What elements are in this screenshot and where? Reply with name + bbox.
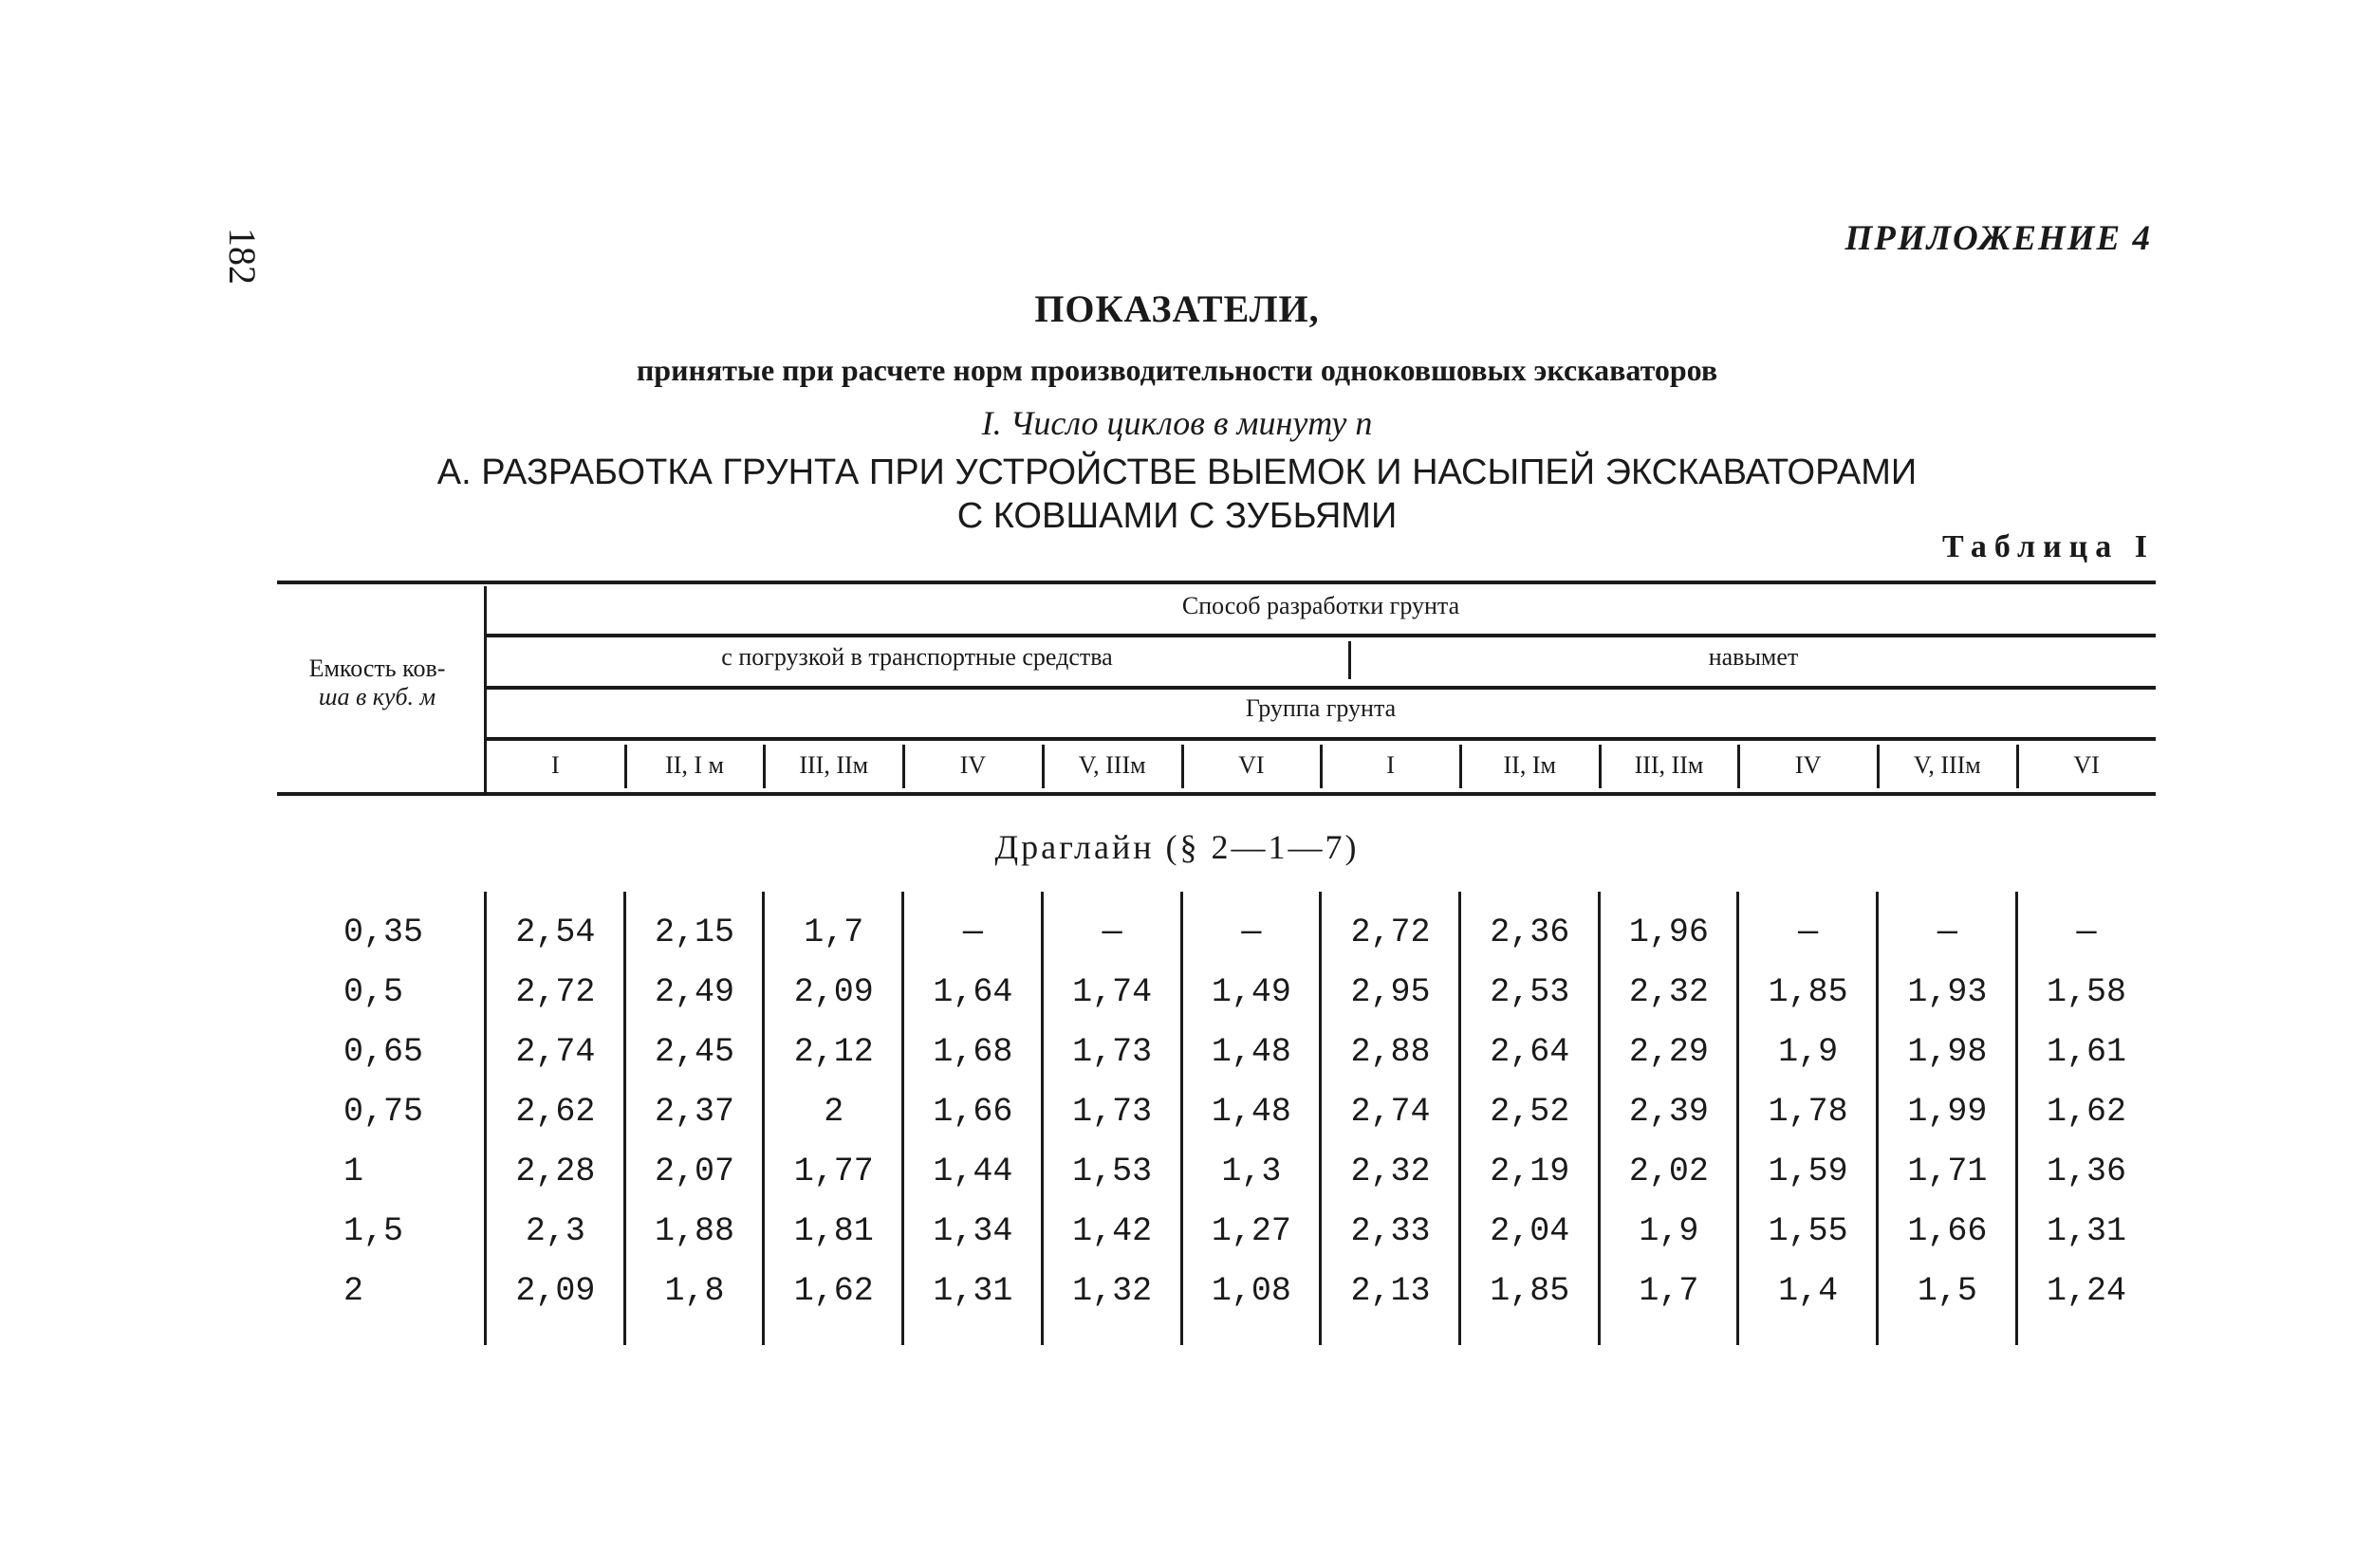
capacity-cell: 0,75: [343, 1093, 424, 1131]
value-cell: 2,37: [655, 1093, 735, 1131]
value-cell: 2,39: [1628, 1093, 1709, 1131]
value-cell: 2,15: [655, 913, 735, 951]
group-title: Драглайн (§ 2—1—7): [994, 828, 1360, 866]
value-cell: 1,64: [933, 973, 1013, 1011]
value-cell: 1,77: [793, 1153, 874, 1190]
value-cell: 1,48: [1211, 1033, 1291, 1071]
value-cell: 1,99: [1907, 1093, 1988, 1131]
value-cell: 1,34: [933, 1212, 1013, 1250]
value-cell: 1,71: [1907, 1153, 1988, 1190]
value-cell: 2,95: [1350, 973, 1431, 1011]
page-number: 182: [221, 228, 264, 285]
value-cell: 2,64: [1490, 1033, 1570, 1071]
value-cell: 1,9: [1778, 1033, 1839, 1071]
table-row: [0, 909, 2354, 956]
value-cell: 2,07: [655, 1153, 735, 1190]
table-row: [0, 1148, 2354, 1195]
value-cell: 2,62: [515, 1093, 596, 1131]
column-header-3: III, IIм: [799, 751, 869, 779]
column-header-4: IV: [959, 751, 987, 779]
value-cell: —: [1937, 913, 1957, 951]
value-cell: 2,09: [793, 973, 874, 1011]
value-cell: 2,36: [1490, 913, 1570, 951]
value-cell: 2,54: [515, 913, 596, 951]
value-cell: 1,32: [1072, 1272, 1153, 1310]
value-cell: 2,29: [1628, 1033, 1709, 1071]
capacity-cell: 2: [343, 1272, 364, 1310]
value-cell: 1,88: [655, 1212, 735, 1250]
value-cell: 2,04: [1490, 1212, 1570, 1250]
cast-header: навымет: [1708, 643, 1799, 671]
value-cell: 1,68: [933, 1033, 1013, 1071]
value-cell: 1,81: [793, 1212, 874, 1250]
subsection-heading: [0, 451, 2354, 538]
value-cell: 2,74: [1350, 1093, 1431, 1131]
value-cell: 1,93: [1907, 973, 1988, 1011]
column-header-7: I: [1386, 751, 1395, 779]
capacity-cell: 1: [343, 1153, 364, 1190]
value-cell: 2,32: [1628, 973, 1709, 1011]
value-cell: 1,7: [1639, 1272, 1699, 1310]
value-cell: 1,85: [1768, 973, 1848, 1011]
value-cell: 2,19: [1490, 1153, 1570, 1190]
value-cell: 1,31: [933, 1272, 1013, 1310]
value-cell: 1,27: [1211, 1212, 1291, 1250]
value-cell: 1,62: [793, 1272, 874, 1310]
value-cell: 2,49: [655, 973, 735, 1011]
value-cell: 2,53: [1490, 973, 1570, 1011]
capacity-header-line1: Емкость ков-: [308, 655, 446, 682]
value-cell: 2,12: [793, 1033, 874, 1071]
value-cell: 1,31: [2047, 1212, 2127, 1250]
value-cell: 2: [824, 1093, 844, 1131]
value-cell: —: [2076, 913, 2097, 951]
column-header-2: II, I м: [665, 751, 724, 779]
document-subtitle: принятые при расчете норм производительности одноковшовых экскаваторов: [636, 353, 1718, 387]
value-cell: —: [962, 913, 983, 951]
value-cell: 1,59: [1768, 1153, 1848, 1190]
value-cell: 1,42: [1072, 1212, 1153, 1250]
value-cell: —: [1241, 913, 1262, 951]
value-cell: —: [1102, 913, 1122, 951]
value-cell: 1,96: [1628, 913, 1709, 951]
value-cell: 2,72: [515, 973, 596, 1011]
value-cell: 1,98: [1907, 1033, 1988, 1071]
header-rule-subgroup: [486, 686, 2156, 690]
column-header-5: V, IIIм: [1078, 751, 1146, 779]
subsection-heading-line2: С КОВШАМИ С ЗУБЬЯМИ: [956, 496, 1398, 536]
column-header-9: III, IIм: [1634, 751, 1704, 779]
table-label: Таблица I: [1942, 529, 2155, 564]
value-cell: 1,73: [1072, 1093, 1153, 1131]
value-cell: 2,3: [525, 1212, 585, 1250]
section-heading: I. Число циклов в минуту n: [981, 404, 1373, 442]
method-header: Способ разработки грунта: [1181, 592, 1460, 619]
value-cell: 1,62: [2047, 1093, 2127, 1131]
column-header-8: II, Iм: [1503, 751, 1556, 779]
table-row: [0, 968, 2354, 1016]
value-cell: 2,32: [1350, 1153, 1431, 1190]
table-top-rule: [277, 581, 2156, 584]
column-header-1: I: [551, 751, 560, 779]
value-cell: 1,48: [1211, 1093, 1291, 1131]
value-cell: 1,53: [1072, 1153, 1153, 1190]
value-cell: 1,7: [804, 913, 864, 951]
capacity-header-line2: ша в куб. м: [318, 683, 436, 710]
loading-header: с погрузкой в транспортные средства: [721, 643, 1113, 671]
appendix-label: ПРИЛОЖЕНИЕ 4: [1844, 219, 2152, 258]
table-row: [0, 1208, 2354, 1255]
subsection-heading-line1: А. РАЗРАБОТКА ГРУНТА ПРИ УСТРОЙСТВЕ ВЫЕМОК И НАСЫПЕЙ ЭКСКАВАТОРАМИ: [436, 452, 1918, 492]
value-cell: 1,78: [1768, 1093, 1848, 1131]
value-cell: 1,5: [1917, 1272, 1977, 1310]
value-cell: 2,33: [1350, 1212, 1431, 1250]
capacity-cell: 1,5: [343, 1212, 404, 1250]
header-bottom-rule: [277, 792, 2156, 796]
table-row: [0, 1028, 2354, 1076]
value-cell: 1,74: [1072, 973, 1153, 1011]
capacity-cell: 0,65: [343, 1033, 424, 1071]
value-cell: 2,45: [655, 1033, 735, 1071]
value-cell: 2,52: [1490, 1093, 1570, 1131]
value-cell: 1,9: [1639, 1212, 1699, 1250]
value-cell: 1,44: [933, 1153, 1013, 1190]
header-rule-soil-group: [486, 737, 2156, 741]
value-cell: 2,28: [515, 1153, 596, 1190]
value-cell: 2,88: [1350, 1033, 1431, 1071]
value-cell: 1,85: [1490, 1272, 1570, 1310]
capacity-cell: 0,5: [343, 973, 404, 1011]
value-cell: 1,55: [1768, 1212, 1848, 1250]
value-cell: 1,66: [933, 1093, 1013, 1131]
capacity-column-header: [275, 655, 479, 711]
value-cell: 2,74: [515, 1033, 596, 1071]
value-cell: 1,58: [2047, 973, 2127, 1011]
value-cell: —: [1798, 913, 1819, 951]
value-cell: 1,24: [2047, 1272, 2127, 1310]
value-cell: 1,8: [664, 1272, 725, 1310]
table-row: [0, 1267, 2354, 1315]
value-cell: 1,49: [1211, 973, 1291, 1011]
document-title: ПОКАЗАТЕЛИ,: [1034, 287, 1320, 330]
capacity-cell: 0,35: [343, 913, 424, 951]
value-cell: 2,13: [1350, 1272, 1431, 1310]
table-row: [0, 1088, 2354, 1135]
column-header-11: V, IIIм: [1913, 751, 1981, 779]
value-cell: 1,08: [1211, 1272, 1291, 1310]
value-cell: 1,73: [1072, 1033, 1153, 1071]
value-cell: 2,02: [1628, 1153, 1709, 1190]
column-header-12: VI: [2073, 751, 2100, 779]
value-cell: 1,36: [2047, 1153, 2127, 1190]
value-cell: 2,09: [515, 1272, 596, 1310]
value-cell: 1,3: [1221, 1153, 1282, 1190]
column-header-10: IV: [1794, 751, 1822, 779]
value-cell: 1,4: [1778, 1272, 1839, 1310]
soil-group-header: Группа грунта: [1245, 694, 1397, 722]
value-cell: 2,72: [1350, 913, 1431, 951]
header-rule-method: [486, 634, 2156, 637]
value-cell: 1,61: [2047, 1033, 2127, 1071]
value-cell: 1,66: [1907, 1212, 1988, 1250]
column-header-6: VI: [1238, 751, 1265, 779]
